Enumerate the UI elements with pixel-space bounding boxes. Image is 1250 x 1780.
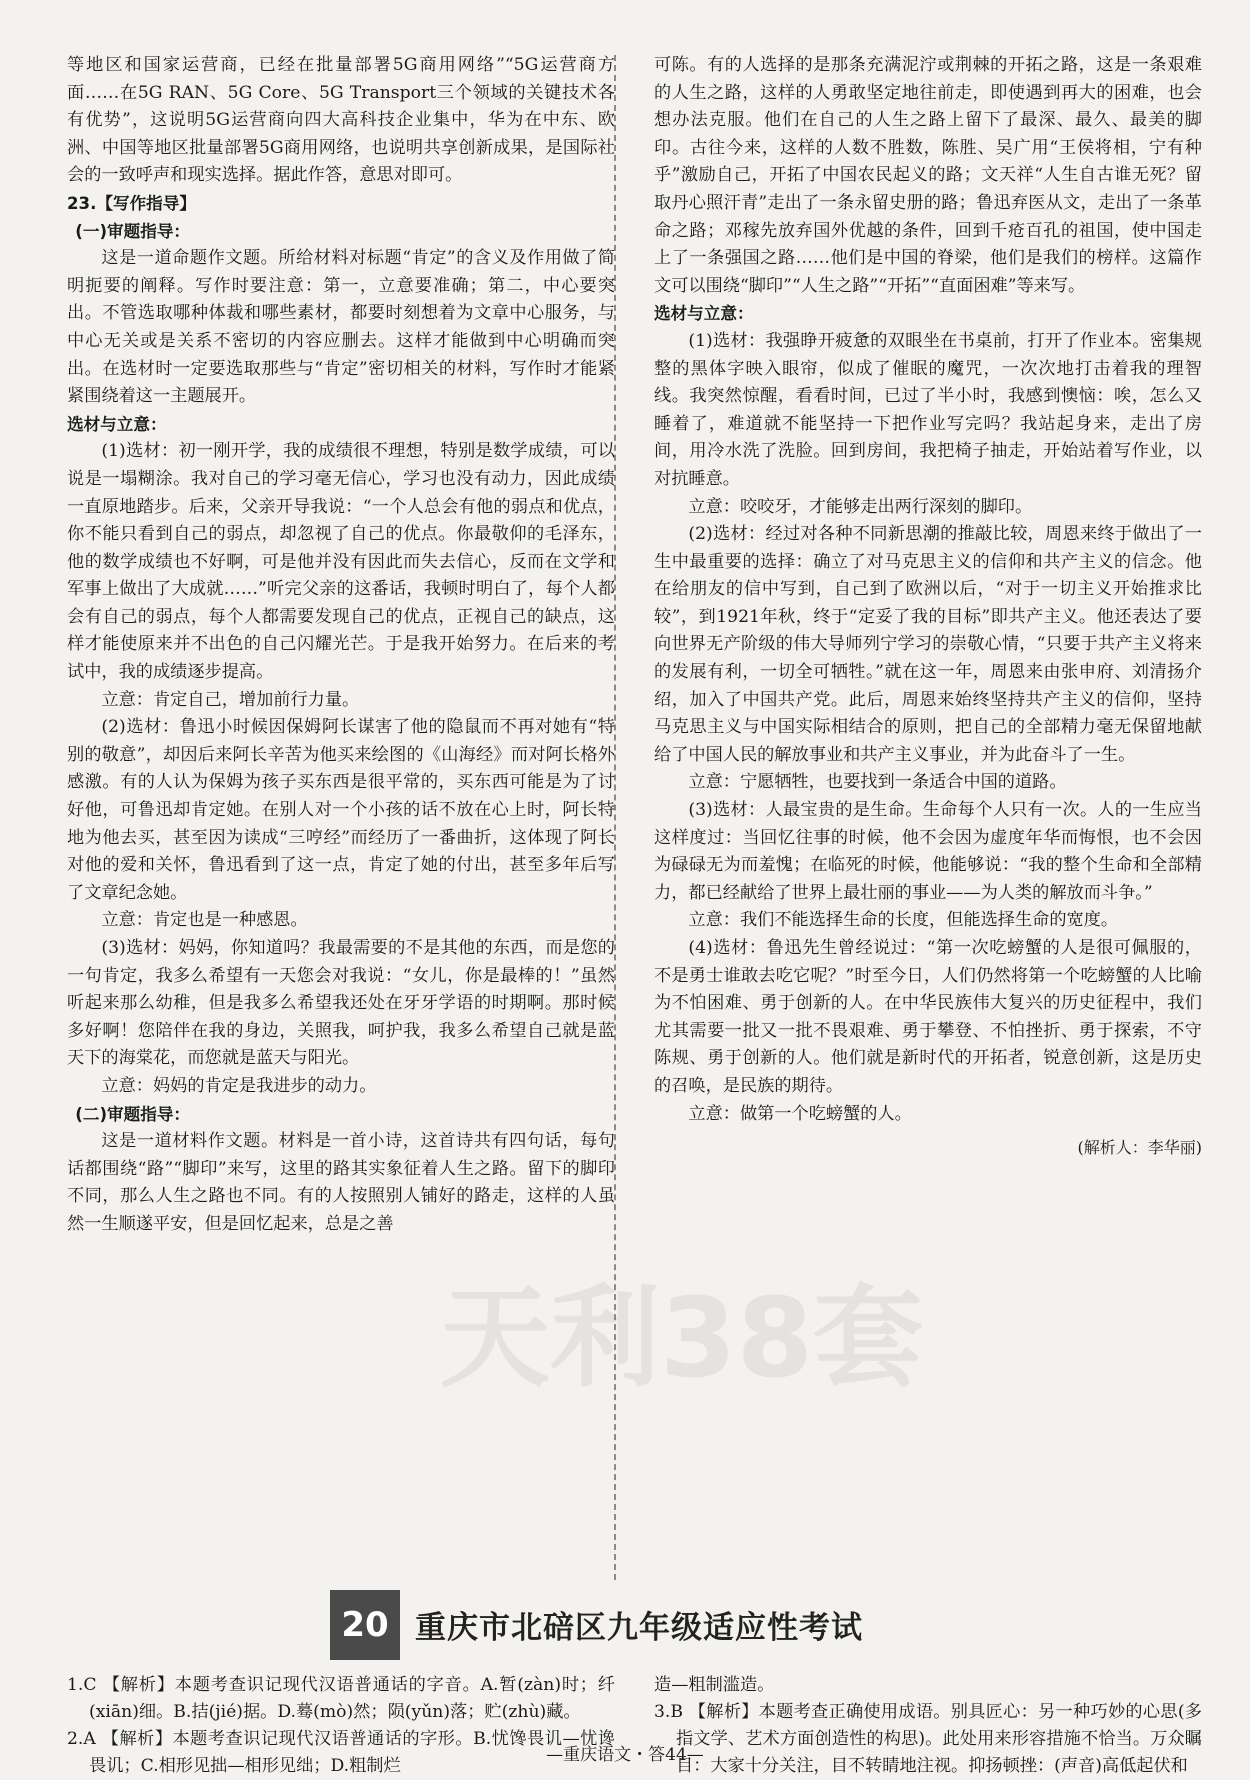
paragraph: 立意：肯定自己，增加前行力量。 — [101, 689, 360, 710]
paragraph: 立意：咬咬牙，才能够走出两行深刻的脚印。 — [688, 496, 1033, 517]
section-heading: 选材与立意： — [654, 304, 754, 324]
watermark: 天利38套 — [440, 1274, 924, 1402]
section-number: 20 — [330, 1590, 400, 1660]
paragraph: 立意：妈妈的肯定是我进步的动力。 — [101, 1075, 377, 1096]
paragraph: 这是一道材料作文题。材料是一首小诗，这首诗共有四句话，每句话都围绕“路”“脚印”来写，这里的路其实象征着人生之路。留下的脚印不同，那么人生之路也不同。有的人按照别人铺好的路走，这样的人虽然一生顺遂平安，但是回忆起来，总是之善 — [67, 1131, 615, 1234]
section-banner — [330, 1590, 930, 1660]
paragraph: 这是一道命题作文题。所给材料对标题“肯定”的含义及作用做了简明扼要的阐释。写作时要注意：第一，立意要准确；第二，中心要突出。不管选取哪种体裁和哪些素材，都要时刻想着为文章中心服务，与中心无关或是关系不密切的内容应删去。这样才能做到中心明确而突出。在选材时一定要选取那些与“肯定”密切相关的材料，写作时才能紧紧围绕着这一主题展开。 — [67, 248, 615, 407]
answer-item: 1.C 【解析】本题考查识记现代汉语普通话的字音。A.暂(zàn)时；纤(xiān)细。B.拮(jié)据。D.蓦(mò)然；陨(yǔn)落；贮(zhù)藏。 — [67, 1675, 615, 1722]
paragraph: (4)选材：鲁迅先生曾经说过：“第一次吃螃蟹的人是很可佩服的，不是勇士谁敢去吃它呢？”时至今日，人们仍然将第一个吃螃蟹的人比喻为不怕困难、勇于创新的人。在中华民族伟大复兴的历史征程中，我们尤其需要一批又一批不畏艰难、勇于攀登、不怕挫折、勇于探索，不守陈规、勇于创新的人。他们就是新时代的开拓者，锐意创新，这是历史的召唤，是民族的期待。 — [654, 938, 1202, 1096]
sub-heading: (二)审题指导： — [75, 1104, 191, 1124]
section-title: 重庆市北碚区九年级适应性考试 — [415, 1610, 863, 1646]
paragraph: 立意：宁愿牺牲，也要找到一条适合中国的道路。 — [688, 772, 1067, 793]
page-footer: —重庆语文・答44— — [546, 1745, 704, 1765]
answer-item: 2.A 【解析】本题考查识记现代汉语普通话的字形。B.忧馋畏讥—忧谗畏讥；C.相形见拙—相形见绌；D.粗制烂 — [67, 1729, 615, 1776]
paragraph: (3)选材：妈妈，你知道吗？我最需要的不是其他的东西，而是您的一句肯定，我多么希望有一天您会对我说：“女儿，你是最棒的！”虽然听起来那么幼稚，但是我多么希望我还处在牙牙学语的时期啊。那时候多好啊！您陪伴在我的身边，关照我，呵护我，我多么希望自己就是蓝天下的海棠花，而您就是蓝天与阳光。 — [67, 938, 615, 1069]
paragraph: (3)选材：人最宝贵的是生命。生命每个人只有一次。人的一生应当这样度过：当回忆往事的时候，他不会因为虚度年华而悔恨，也不会因为碌碌无为而羞愧；在临死的时候，他能够说：“我的整个生命和全部精力，都已经献给了世界上最壮丽的事业——为人类的解放而斗争。” — [654, 800, 1202, 903]
paragraph: (2)选材：经过对各种不同新思潮的推敲比较，周恩来终于做出了一生中最重要的选择：确立了对马克思主义的信仰和共产主义的信念。他在给朋友的信中写到，自己到了欧洲以后，“对于一切主义开始推求比较”，到1921年秋，终于“定妥了我的目标”即共产主义。他还表达了要向世界无产阶级的伟大导师列宁学习的崇敬心情，“只要于共产主义将来的发展有利，一切全可牺牲。”就在这一年，周恩来由张申府、刘清扬介绍，加入了中国共产党。此后，周恩来始终坚持共产主义的信仰，坚持马克思主义与中国实际相结合的原则，把自己的全部精力毫无保留地献给了中国人民的解放事业和共产主义事业，并为此奋斗了一生。 — [654, 524, 1202, 765]
answer-item: 3.B 【解析】本题考查正确使用成语。别具匠心：另一种巧妙的心思(多指文学、艺术方面创造性的构思)。此处用来形容措施不恰当。万众瞩目：大家十分关注，目不转睛地注视。抑扬顿挫：(声音)高低起伏和 — [654, 1702, 1202, 1776]
paragraph: 立意：肯定也是一种感恩。 — [101, 910, 308, 931]
paragraph: 立意：我们不能选择生命的长度，但能选择生命的宽度。 — [688, 910, 1119, 931]
paragraph: (1)选材：我强睁开疲惫的双眼坐在书桌前，打开了作业本。密集规整的黑体字映入眼帘，似成了催眠的魔咒，一次次地打击着我的理智线。我突然惊醒，看看时间，已过了半小时，我感到懊恼：唉，怎么又睡着了，难道就不能坚持一下把作业写完吗？我站起身来，走出了房间，用冷水洗了洗脸。回到房间，我把椅子抽走，开始站着写作业，以对抗睡意。 — [654, 330, 1202, 489]
right-column — [654, 52, 1202, 1162]
paragraph: (1)选材：初一刚开学，我的成绩很不理想，特别是数学成绩，可以说是一塌糊涂。我对自己的学习毫无信心，学习也没有动力，因此成绩一直原地踏步。后来，父亲开导我说：“一个人总会有他的弱点和优点，你不能只看到自己的弱点，却忽视了自己的优点。你最敬仰的毛泽东，他的数学成绩也不好啊，可是他并没有因此而失去信心，反而在文学和军事上做出了大成就……”听完父亲的这番话，我顿时明白了，每个人都会有自己的弱点，每个人都需要发现自己的优点，正视自己的缺点，这样才能使原来并不出色的自己闪耀光芒。于是我开始努力。在后来的考试中，我的成绩逐步提高。 — [67, 441, 615, 683]
paragraph: 立意：做第一个吃螃蟹的人。 — [688, 1103, 912, 1124]
signature: (解析人：李华丽) — [1077, 1138, 1202, 1158]
answer-item: 造—粗制滥造。 — [654, 1675, 775, 1695]
section-heading: 选材与立意： — [67, 414, 167, 434]
sub-heading: (一)审题指导： — [75, 221, 191, 241]
paragraph: 可陈。有的人选择的是那条充满泥泞或荆棘的开拓之路，这是一条艰难的人生之路，这样的人勇敢坚定地往前走，即使遇到再大的困难，也会想办法克服。他们在自己的人生之路上留下了最深、最久、最美的脚印。古往今来，这样的人数不胜数，陈胜、吴广用“王侯将相，宁有种乎”激励自己，开拓了中国农民起义的路；文天祥“人生自古谁无死？留取丹心照汗青”走出了一条永留史册的路；鲁迅弃医从文，走出了一条革命之路；邓稼先放弃国外优越的条件，回到千疮百孔的祖国，使中国走上了一条强国之路……他们是中国的脊梁，他们是我们的榜样。这篇作文可以围绕“脚印”“人生之路”“开拓”“直面困难”等来写。 — [654, 55, 1202, 296]
paragraph: (2)选材：鲁迅小时候因保姆阿长谋害了他的隐鼠而不再对她有“特别的敬意”，却因后来阿长辛苦为他买来绘图的《山海经》而对阿长格外感激。有的人认为保姆为孩子买东西是很平常的，买东西可能是为了讨好他，可鲁迅却肯定她。在别人对一个小孩的话不放在心上时，阿长特地为他去买，甚至因为读成“三哼经”而经历了一番曲折，这体现了阿长对他的爱和关怀，鲁迅看到了这一点，肯定了她的付出，甚至多年后写了文章纪念她。 — [67, 717, 615, 903]
section-heading: 23.【写作指导】 — [67, 193, 196, 213]
left-column — [67, 52, 615, 1239]
paragraph: 等地区和国家运营商，已经在批量部署5G商用网络”“5G运营商方面……在5G RAN、5G Core、5G Transport三个领域的关键技术各有优势”，这说明5G运营商向四大高科技企业集中，华为在中东、欧洲、中国等地区批量部署5G商用网络，也说明共享创新成果，是国际社会的一致呼声和现实选择。据此作答，意思对即可。 — [67, 55, 615, 186]
